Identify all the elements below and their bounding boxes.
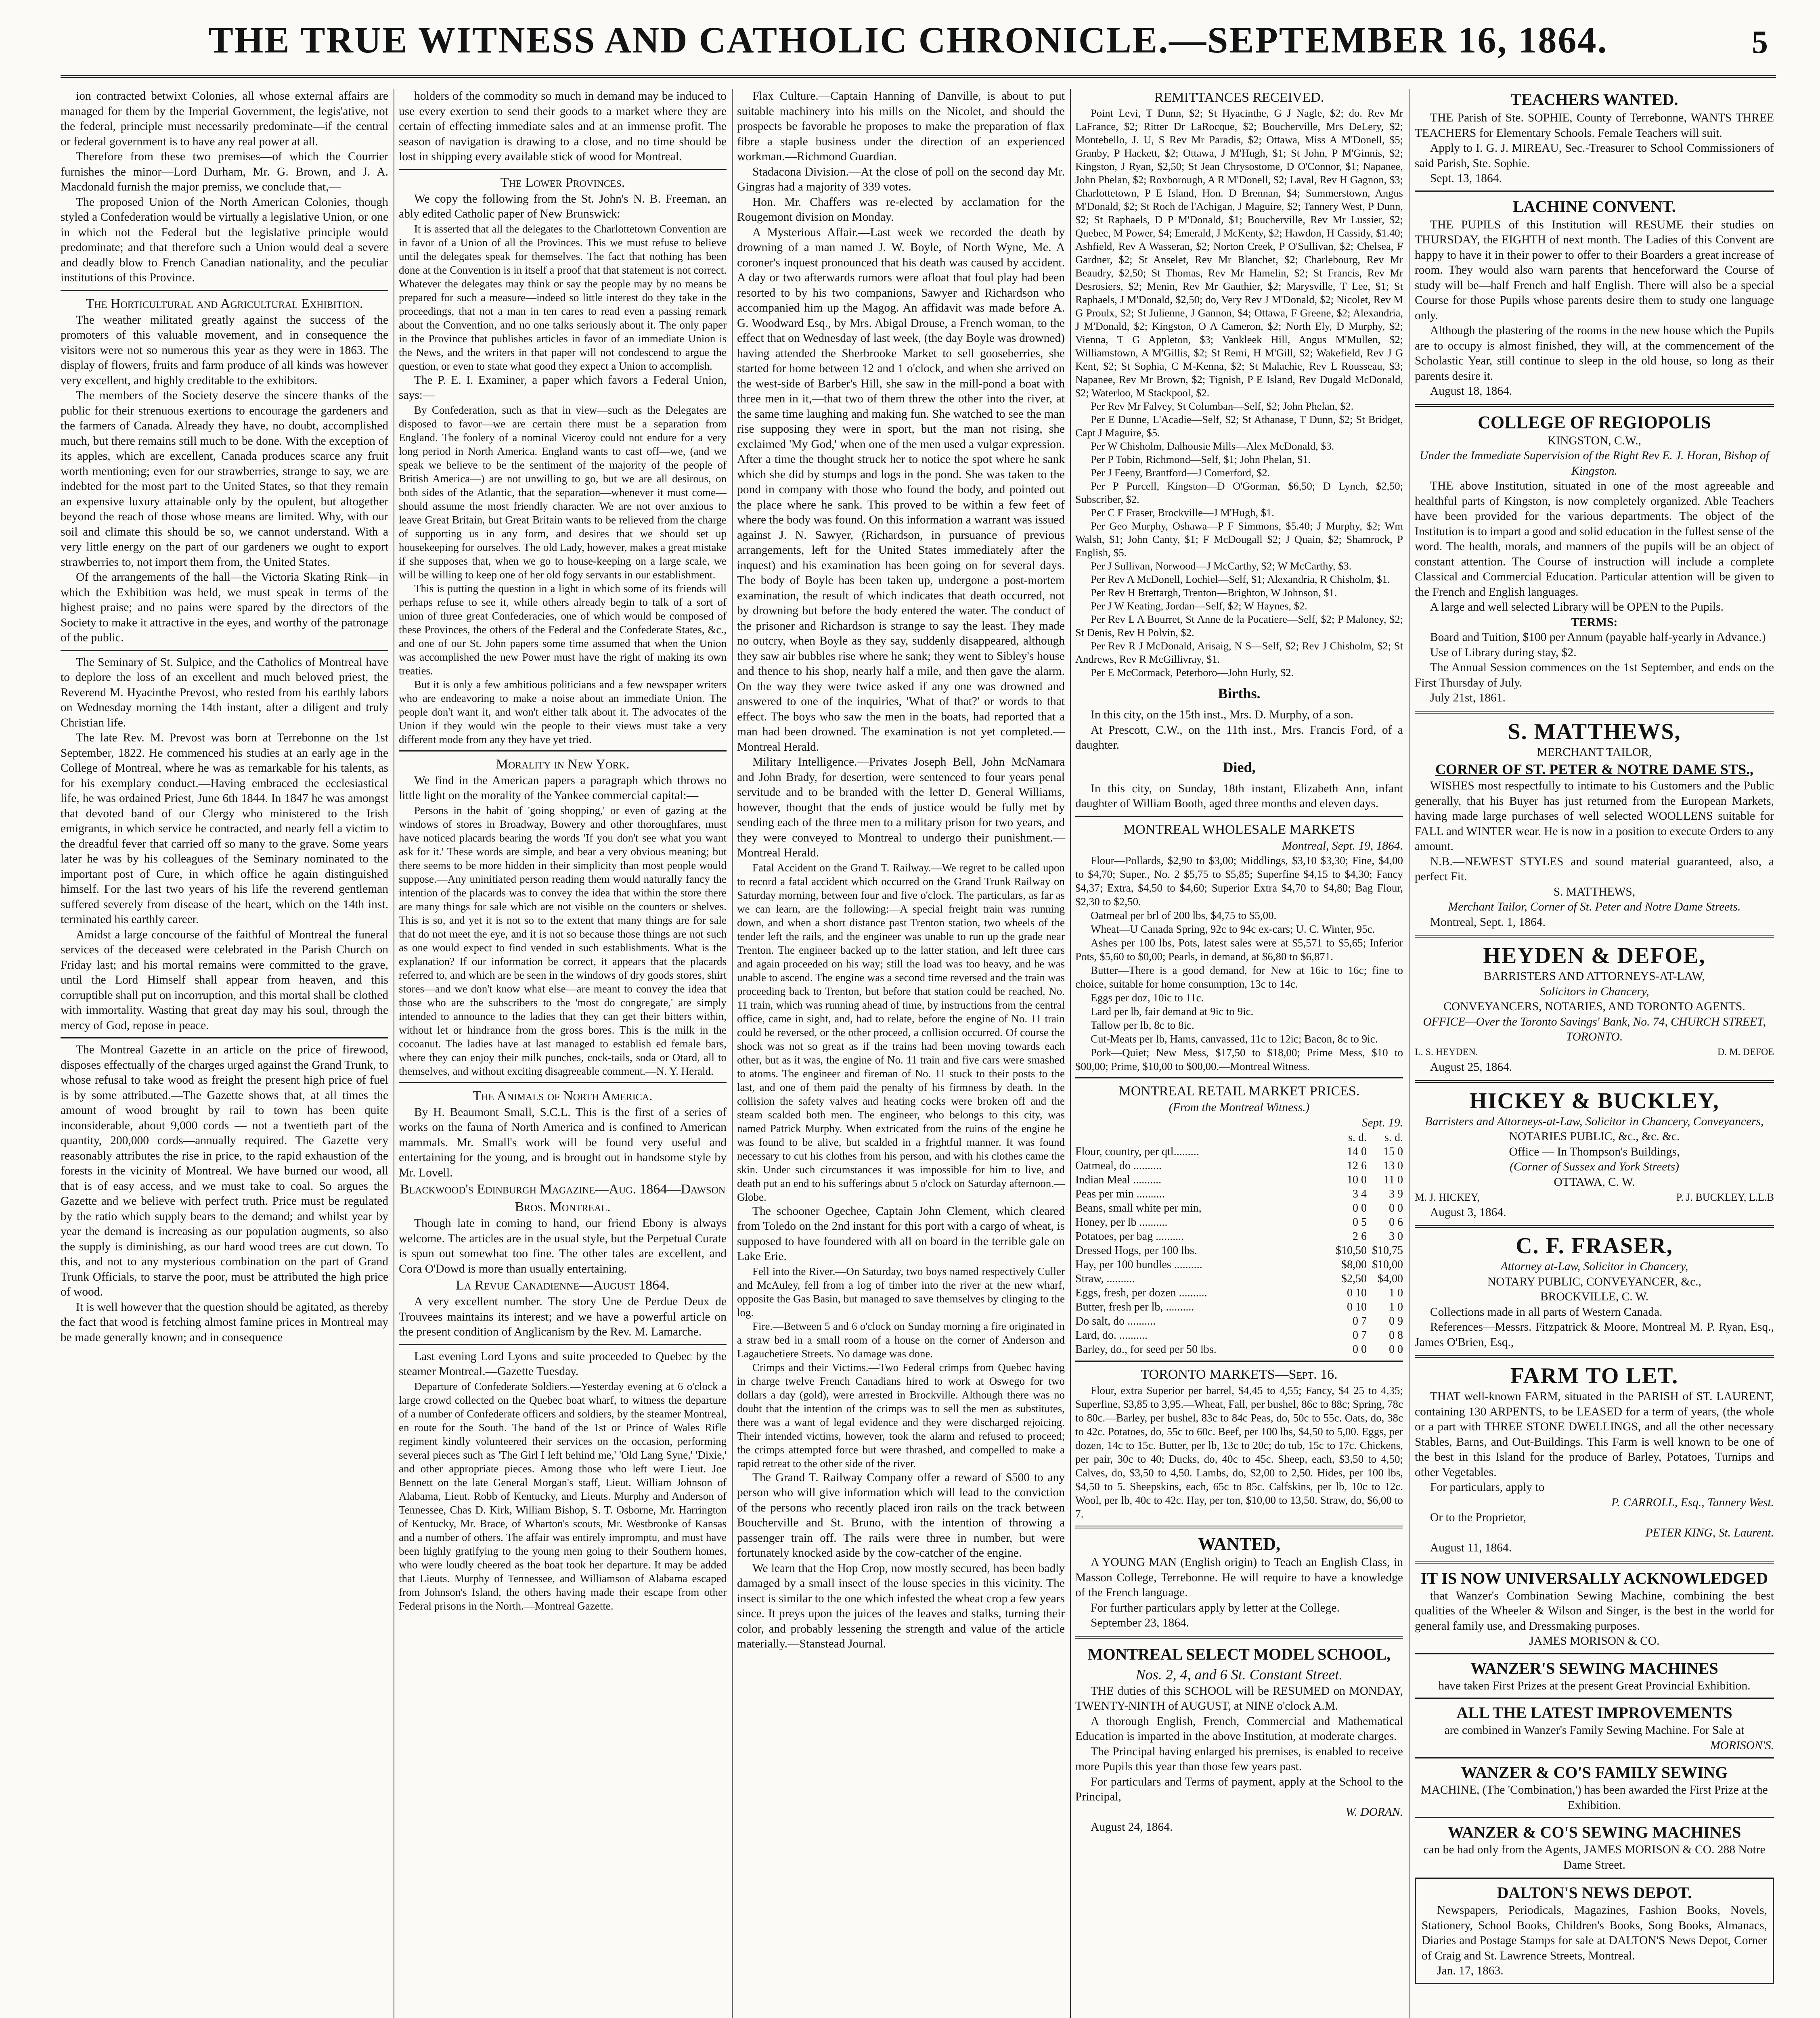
ad-heading: S. MATTHEWS, [1508, 719, 1681, 744]
article-paragraph: The P. E. I. Examiner, a paper which favors a Federal Union, says:— [399, 373, 727, 402]
ad-heading: WANZER'S SEWING MACHINES [1470, 1659, 1718, 1677]
page-number: 5 [1752, 25, 1768, 60]
price-cell: 0 6 [1389, 1216, 1403, 1229]
table-row [1075, 1300, 1403, 1314]
quoted-paragraph: But it is only a few ambitious politicians and a few newspaper writers who are endeavoring to make a noise about an immediate Union. The people don't want it, and won't either talk about it. The advocates of the Union if they would win the people to their views must take a very different mode from any they have yet tried. [399, 678, 727, 745]
remittance-entry: Per J Feeny, Brantford—J Comerford, $2. [1091, 467, 1270, 479]
article-paragraph: Therefore from these two premises—of which the Courrier furnishes the minor—Lord Durham, Mr. G. Brown, and J. A. Macdonald furnish the major premiss, we conclude that,— [61, 150, 388, 193]
market-entry: Pork—Quiet; New Mess, $17,50 to $18,00; Prime Mess, $10 to $00,00; Prime, $10,00 to $00,00.—Montreal Witness. [1075, 1047, 1403, 1072]
section-heading: TORONTO MARKETS—Sept. 16. [1141, 1367, 1338, 1382]
ad-heading: ALL THE LATEST IMPROVEMENTS [1456, 1704, 1732, 1722]
quoted-paragraph: Persons in the habit of 'going shopping,' or even of gazing at the windows of stores in Broadway, Bowery and other thoroughfares, must have noticed placards bearing the words 'If you don't see what you want ask for it.' These words are simple, and bear a very obvious meaning; but there seems to be more hidden in their simplicity than most people would suppose.—Any uninitiated person reading them would naturally fancy the intention of the placards was to convey the idea that within the store there are many things for sale which are not visible on the counters or shelves. This is so, and yet it is not so to the extent that many things are for sale that do not meet the eye, and it is not so because those things are not such as one would expect to find vended in such establishments. What is the explanation? If our information be correct, it appears that the placards referred to, and which are be seen in the windows of dry goods stores, shirt stores—and we don't know what else—are meant to convey the idea that those who are the subscribers to the 'most do congregate,' are simply intended to announce to the ladies that they can get their bitters within, without let or hindrance from the gross bores. This is the milk in the cocoanut. The ladies have at last managed to establish ed female bars, where they can enjoy their milk punches, cock-tails, soda or Otard, all to themselves, and without exciting disagreeable comment.—N. Y. Herald. [399, 804, 727, 1077]
article-heading: Blackwood's Edinburgh Magazine—Aug. 1864—Dawson Bros. Montreal. [400, 1182, 726, 1214]
article-heading: The Lower Provinces. [500, 175, 625, 190]
column-divider [732, 89, 733, 2018]
ad-date: August 11, 1864. [1430, 1541, 1512, 1554]
ad-paragraph: THAT well-known FARM, situated in the PARISH of ST. LAURENT, containing 130 ARPENTS, to be LEASED for a term of years, (the whole or a part with THREE STONE DWELLINGS, and all the other necessary Stables, Barns, and Out-Buildings. This Farm is well known to be one of the best in this Island for the produce of Barley, Potatoes, Turnips and other Vegetables. [1415, 1390, 1774, 1479]
article-paragraph: The Grand T. Railway Company offer a reward of $500 to any person who will give information which will lead to the conviction of the persons who recently placed iron rails on the track between Boucherville and St. Bruno, with the intention of throwing a passenger train off. The rails were three in number, but were fortunately knocked aside by the cow-catcher of the engine. [737, 1471, 1065, 1560]
ad-paragraph: THE duties of this SCHOOL will be RESUMED on MONDAY, TWENTY-NINTH of AUGUST, at NINE o'clock A.M. [1075, 1684, 1403, 1712]
column-divider [1409, 89, 1410, 2018]
item-name-cell: Butter, fresh per lb, .......... [1075, 1301, 1194, 1313]
divider [1075, 1077, 1403, 1078]
table-row [1075, 1201, 1403, 1215]
article-paragraph: The Seminary of St. Sulpice, and the Catholics of Montreal have to deplore the loss of an excellent and much beloved priest, the Reverend M. Hyacinthe Prevost, who rested from his earthly labors on Wednesday morning the 14th instant, after a diligent and truly Christian life. [61, 655, 388, 729]
price-cell: 14 0 [1347, 1145, 1367, 1158]
divider [1415, 1698, 1774, 1699]
ad-date: September 23, 1864. [1091, 1616, 1190, 1629]
ad-paragraph: MACHINE, (The 'Combination,') has been awarded the First Prize at the Exhibition. [1421, 1784, 1768, 1812]
price-cell: 15 0 [1383, 1145, 1403, 1158]
article-heading: Morality in New York. [496, 756, 630, 772]
item-name-cell: Honey, per lb .......... [1075, 1216, 1168, 1229]
ad-subheading: Barristers and Attorneys-at-Law, Solicitor in Chancery, Conveyancers, [1425, 1115, 1764, 1128]
price-cell: 3 4 [1353, 1188, 1367, 1200]
article-paragraph: We find in the American papers a paragraph which throws no little light on the morality of the Yankee commercial capital:— [399, 774, 727, 802]
ad-signature: P. J. BUCKLEY, L.L.B [1676, 1191, 1774, 1203]
quoted-paragraph: Crimps and their Victims.—Two Federal crimps from Quebec having in charge twelve French Canadians hired to work at Oswego for two dollars a day (gold), were arrested in Brockville. Although there was no doubt that the intention of the crimps was to sell the men as substitutes, there was a want of legal evidence and they were discharged rejoicing. Their intended victims, however, took the alarm and refused to proceed; the crimps attempted force but were thrashed, and compelled to make a rapid retreat to the other side of the river. [737, 1361, 1065, 1470]
article-paragraph: Of the arrangements of the hall—the Victoria Skating Rink—in which the Exhibition was held, we must speak in terms of the highest praise; and no pains were spared by the directors of the Society to make it attractive in the eyes, and worthy of the patronage of the public. [61, 571, 388, 644]
table-row [1075, 1145, 1403, 1159]
price-cell: 10 0 [1347, 1174, 1367, 1186]
ad-paragraph: Collections made in all parts of Western Canada. [1430, 1305, 1663, 1319]
ad-paragraph: The Annual Session commences on the 1st September, and ends on the First Thursday of July. [1415, 661, 1774, 689]
item-name-cell: Straw, .......... [1075, 1273, 1135, 1285]
quoted-paragraph: Fire.—Between 5 and 6 o'clock on Sunday morning a fire originated in a straw bed in a small room of a house on the corner of Anderson and Lagauchetiere Streets. No damage was done. [737, 1320, 1065, 1360]
section-heading: MONTREAL RETAIL MARKET PRICES. [1118, 1084, 1360, 1099]
masthead [61, 15, 1776, 78]
remittance-list: Point Levi, T Dunn, $2; St Hyacinthe, G J Nagle, $2; do. Rev Mr LaFrance, $2; Ritter Dr LaRocque, $2; Boucherville, Mrs DeLery, $2; Montebello, J. U, S Rev Mr Paradis, $2; Ottawa, Miss A M'Donell, $5; Granby, P Hackett, $2; Ottawa, J M'Hugh, $1; St John, P M'Ginnis, $2; Kingston, J Ryan, $2,50; St Jean Chrysostome, D O'Connor, $1; Napanee, John Phelan, $2; Roxborough, A R M'Donell, $2; Laval, Rev H Gagnon, $3; Charlottetown, P E Island, Hon. D Brennan, $4; Summerstown, Angus M'Donald, $2; St Roch de l'Achigan, J Maguire, $2; Tannery West, P Dunn, $2; St Raphaels, D P M'Donald, $1; Boucherville, Rev Mr Lussier, $2; Quebec, M Power, $4; Emerald, J McKenty, $2; Hawdon, H Cassidy, $1.40; Ashfield, Rev A Wasseran, $2; Norton Creek, P O'Sullivan, $2; Chelsea, F Gardner, $2; St Anselet, Rev Mr Blanchet, $2; Charlebourg, Rev Mr Beaudry, $2,50; St Thomas, Rev Mr Hamelin, $2; St Francis, Rev Mr Desrosiers, $2; Menin, Rev Mr Gauthier, $2; Marysville, T Lee, $1; St Raphaels, J M'Donald, $2,50; do, Very Rev J M'Donald, $2; Nicolet, Rev M G Proulx, $2; St Julienne, J Gannon, $4; Ottawa, F Greene, $2; Alexandria, J M'Donald, $2; Kingston, O A Cameron, $2; North Ely, D Murphy, $2; Vienna, T G Appleton, $3; Vankleek Hill, Angus M'Mullen, $2; Williamstown, A M'Gillis, $2; St Remi, H M'Gill, $2; Wakefield, Rev J G Kent, $2; St Sophia, C M-Kenna, $2; St Malachie, Rev L Rousseau, $3; Napanee, Rev Mr Brown, $2; Tignish, P E Island, Rev Dugald McDonald, $2; Waterloo, M Stackpool, $2. [1075, 107, 1403, 399]
remittance-entry: Per C F Fraser, Brockville—J M'Hugh, $1. [1091, 507, 1274, 519]
ad-subheading: TERMS: [1571, 615, 1618, 629]
price-cell: 0 7 [1353, 1315, 1367, 1327]
article-paragraph: Amidst a large concourse of the faithful of Montreal the funeral services of the deceased were celebrated in the Parish Church on Friday last; and his mortal remains were committed to the grave, until the Lord Himself shall appear from heaven, and this corruptible shall put on incorruption, and this mortal shall be clothed with immortality. Wasting that great day may his soul, through the mercy of God, repose in peace. [61, 928, 388, 1032]
divider [1415, 190, 1774, 192]
ad-subheading: NOTARY PUBLIC, CONVEYANCER, &c., [1487, 1275, 1702, 1288]
remittance-entry: Per P Tobin, Richmond—Self, $1; John Phelan, $1. [1091, 453, 1311, 465]
deaths-heading: Died, [1223, 759, 1256, 775]
market-entry: Wheat—U Canada Spring, 92c to 94c ex-cars; U. C. Winter, 95c. [1091, 923, 1375, 935]
ad-paragraph: N.B.—NEWEST STYLES and sound material guaranteed, also, a perfect Fit. [1415, 855, 1774, 883]
ad-heading: WANZER & CO'S SEWING MACHINES [1447, 1823, 1741, 1841]
newspaper-title: THE TRUE WITNESS AND CATHOLIC CHRONICLE.—SEPTEMBER 16, 1864. [208, 19, 1608, 61]
quoted-paragraph: Departure of Confederate Soldiers.—Yesterday evening at 6 o'clock a large crowd collected on the Quebec boat wharf, to witness the departure of a number of Confederate officers and soldiers, by the steamer Montreal, en route for the South. The band of the 1st or Prince of Wales Rifle regiment kindly volunteered their services on the occasion, performing several pieces such as 'The Girl I left behind me,' 'Old Lang Syne,' 'Dixie,' and other appropriate pieces. Among those who left were Lieut. Joe Bennett on the late General Morgan's staff, Lieut. William Johnson of Alabama, Lieut. Robb of Kentucky, and Lieuts. Murphy and Anderson of Tennessee, Chas D. Kirk, William Bishop, S. T. Osborne, Mr. Harrington of Kentucky, Mr. Brace, of Wharton's scouts, Mr. Westbrooke of Kansas and a number of others. The affair was entirely impromptu, and must have been highly gratifying to the young men going to their Southern homes, who were loudly cheered as the boat took her departure. It may be added that Lieuts. Murphy of Tennessee, and Williamson of Alabama escaped from Johnson's Island, the others having made their escape from other Federal prisons in the North.—Montreal Gazette. [399, 1380, 727, 1612]
ad-subheading: Nos. 2, 4, and 6 St. Constant Street. [1135, 1666, 1343, 1683]
price-cell: 3 0 [1389, 1230, 1403, 1243]
table-row [1075, 1243, 1403, 1258]
table-row [1075, 1159, 1403, 1173]
market-entry: Flour—Pollards, $2,90 to $3,00; Middlings, $3,10 $3,30; Fine, $4,00 to $4,70; Super., No. 2 $5,75 to $5,85; Superfine $4,15 to $4,30; Fancy $4,37; Extra, $4,50 to $4,60; Superior Extra $4,70 to $4,80; Bag Flour, $2,30 to $2,50. [1075, 854, 1403, 908]
ad-paragraph: Board and Tuition, $100 per Annum (payable half-yearly in Advance.) [1430, 631, 1766, 644]
ad-heading: WANTED, [1198, 1534, 1281, 1554]
ad-subheading: CONVEYANCERS, NOTARIES, AND TORONTO AGENTS. [1443, 1000, 1745, 1013]
quoted-paragraph: Fell into the River.—On Saturday, two boys named respectively Culler and McAuley, fell from a log of timber into the river at the new wharf, opposite the Gas Basin, but managed to save themselves by clinging to the log. [737, 1265, 1065, 1319]
ad-heading: MONTREAL SELECT MODEL SCHOOL, [1087, 1645, 1391, 1663]
table-row [1075, 1286, 1403, 1300]
divider [399, 169, 727, 170]
divider [1075, 1636, 1403, 1639]
item-name-cell: Peas per min .......... [1075, 1188, 1165, 1200]
ad-date: Sept. 13, 1864. [1430, 172, 1502, 185]
ad-heading: FARM TO LET. [1510, 1363, 1679, 1388]
article-paragraph: The members of the Society deserve the sincere thanks of the public for their strenuous exertions to encourage the gardeners and the farmers of Canada. Already they have, no doubt, accomplished much, but there remains still much to be done. With the exception of its apples, which are excellent, Canada produces scarce any fruit worth mentioning; even for our strawberries, strange to say, we are indebted for the most part to the United States, so that they remain an expensive luxury attainable only by the opulent, but altogether beyond the reach of those whose means are limited. Why, with our soil and climate this should be so, we cannot understand. With a very little energy on the part of our gardeners we ought to export strawberries to, not import them from, the United States. [61, 389, 388, 569]
ad-heading: DALTON'S NEWS DEPOT. [1497, 1884, 1692, 1902]
article-paragraph: The Montreal Gazette in an article on the price of firewood, disposes effectually of the charges urged against the Grand Trunk, to whose refusal to take wood as freight the present high price of fuel is by some attributed.—The Gazette shows that, at all times the amount of wood brought by rail to town has been quite inconsiderable, about 9,000 cords — not a twentieth part of the quantity, 200,000 cords—annually required. The Gazette very reasonably attributes the rise in price, to the rapid exhaustion of the forests in the vicinity of Montreal. We have burned our wood, all that is of easy access, and we must take to coal. So argues the Gazette and we believe with perfect truth. Price must be regulated by the ratio which supply bears to the demand; and whilst year by year the demand is increasing as our population augments, so also the supply is diminishing, as our hard wood trees are cut down. To this, and not to any mysterious combination on the part of Grand Trunk Officials, to starve the poor, must be attributed the high price of wood. [61, 1043, 388, 1298]
remittance-entry: Per Rev L A Bourret, St Anne de la Pocatiere—Self, $2; P Maloney, $2; St Denis, Rev H Polvin, $2. [1075, 613, 1403, 638]
divider [1075, 1526, 1403, 1528]
quoted-paragraph: By Confederation, such as that in view—such as the Delegates are disposed to favor—we are certain there must be a separation from England. The foolery of a nominal Viceroy could not endure for a very long period in North America. England wants to cast off—we, (and we speak we believe to be the sentiment of the majority of the people of British America—) are not unwilling to go, but we are all desirous, on both sides of the Atlantic, that the separation—whenever it must come—should assume the most friendly character. We are not over anxious to leave Great Britain, but Great Britain wants to be relieved from the charge of supporting us in any form, and desires that we should set up housekeeping for ourselves. The old Lady, however, makes a great mistake if she supposes that, when we go to house-keeping on a large scale, we will be willing to keep one of her old fogy servants in our establishment. [399, 404, 727, 581]
ad-subheading: BROCKVILLE, C. W. [1540, 1290, 1648, 1303]
ad-paragraph: have taken First Prizes at the present Great Provincial Exhibition. [1438, 1679, 1751, 1692]
remittance-entry: Per Rev H Brettargh, Trenton—Brighton, W Johnson, $1. [1091, 586, 1337, 599]
ad-signature: JAMES MORISON & CO. [1529, 1635, 1660, 1647]
market-entry: Butter—There is a good demand, for New at 16ic to 16c; fine to choice, suitable for home consumption, 13c to 14c. [1075, 964, 1403, 990]
table-row [1075, 1229, 1403, 1243]
quoted-paragraph: It is asserted that all the delegates to the Charlottetown Convention are in favor of a Union of all the Provinces. This we must refuse to believe until the delegates speak for themselves. The fact that nothing has been done at the Convention is in itself a proof that that statement is not correct. Whatever the delegates may think or say the people may by no means be prepared for such a measure—indeed so little interest do they take in the proceedings, that not a man in ten cares to read even a passing remark about the Convention, and no one talks seriously about it. The only paper in the Province that publishes articles in favor of an immediate Union is the News, and the writers in that paper will not condescend to argue the question, or even to state what good they expect a Union to accomplish. [399, 222, 727, 372]
ad-subheading: OTTAWA, C. W. [1554, 1175, 1635, 1189]
divider [1415, 1653, 1774, 1654]
divider [1415, 1757, 1774, 1758]
column-header: s. d. [1348, 1131, 1367, 1144]
article-paragraph: Last evening Lord Lyons and suite proceeded to Quebec by the steamer Montreal.—Gazette Tuesday. [399, 1350, 727, 1378]
price-cell: 0 8 [1389, 1329, 1403, 1342]
column-2 [399, 89, 727, 2018]
article-paragraph: The weather militated greatly against the success of the promoters of this valuable movement, and in consequence the visitors were not so numerous this year as they were in 1863. The display of flowers, fruits and farm produce of all kinds was however very excellent, and highly creditable to the exhibitors. [61, 313, 388, 387]
item-name-cell: Potatoes, per bag .......... [1075, 1230, 1184, 1243]
ad-heading: WANZER & CO'S FAMILY SEWING [1461, 1763, 1728, 1781]
ad-signature: P. CARROLL, Esq., Tannery West. [1611, 1496, 1774, 1509]
article-paragraph: It is well however that the question should be agitated, as thereby the fact that wood is fetching almost famine prices in Montreal may be made generally known; and in consequence [61, 1300, 388, 1344]
ad-subheading: CORNER OF ST. PETER & NOTRE DAME STS., [1435, 761, 1754, 777]
section-subheading: (From the Montreal Witness.) [1169, 1101, 1310, 1114]
price-cell: 0 9 [1389, 1315, 1403, 1327]
price-cell: 0 7 [1353, 1329, 1367, 1342]
price-cell: $10,50 [1336, 1244, 1367, 1257]
table-row [1075, 1342, 1403, 1356]
price-cell: 0 0 [1353, 1343, 1367, 1356]
ad-paragraph: Newspapers, Periodicals, Magazines, Fashion Books, Novels, Stationery, School Books, Children's Books, Song Books, Almanacs, Diaries and Postage Stamps for sale at DALTON'S News Depot, Corner of Craig and St. Lawrence Streets, Montreal. [1422, 1904, 1767, 1962]
article-paragraph: holders of the commodity so much in demand may be induced to use every exertion to send their goods to a market where they are certain of effecting immediate sales and at an immense profit. The season of navigation is drawing to a close, and no time should be lost in shipping every available stick of wood for Montreal. [399, 90, 727, 163]
remittance-entry: Per J W Keating, Jordan—Self, $2; W Haynes, $2. [1091, 600, 1307, 612]
price-cell: $10,75 [1372, 1244, 1403, 1257]
divider [1415, 1561, 1774, 1564]
article-paragraph: Flax Culture.—Captain Hanning of Danville, is about to put suitable machinery into his mills on the Nicolet, and should the prospects be favorable he proposes to make the preparation of flax fibre a staple business under the direction of an experienced workman.—Richmond Guardian. [737, 90, 1065, 163]
market-entry: Eggs per doz, 10ic to 11c. [1091, 992, 1204, 1004]
notice-paragraph: In this city, on Sunday, 18th instant, Elizabeth Ann, infant daughter of William Booth, aged three months and eleven days. [1075, 782, 1403, 810]
divider [61, 650, 388, 651]
ad-signature: L. S. HEYDEN. [1415, 1047, 1478, 1057]
table-row [1075, 1187, 1403, 1201]
market-entry: Lard per lb, fair demand at 9ic to 9ic. [1091, 1005, 1254, 1017]
market-entry: Flour, extra Superior per barrel, $4,45 to 4,55; Fancy, $4 25 to 4,35; Superfine, $3,85 to 3,95.—Wheat, Fall, per bushel, 86c to 88c; Spring, 78c to 80c.—Barley, per bushel, 83c to 84c Peas, do, 50c to 55c. Oats, do, 38c to 42c. Potatoes, do, 55c to 60c. Beef, per 100 lbs, $4,50 to 5,00. Eggs, per dozen, 14c to 15c. Butter, per lb, 13c to 20c; do tub, 15c to 17c. Chickens, per pair, 30c to 40; Ducks, do, 40c to 45c. Sheep, each, $3,50 to 4,50; Calves, do, $3,50 to 4,50. Lambs, do, $2,00 to 2,50. Hides, per 100 lbs, $4,50 to 5. Sheepskins, each, 65c to 85c. Calfskins, per lb, 10c to 12c. Wool, per lb, 40c to 42c. Hay, per ton, $10,00 to 13,50. Straw, do, $6,00 to 7. [1075, 1384, 1403, 1520]
price-cell: 0 0 [1389, 1202, 1403, 1214]
ad-paragraph: A YOUNG MAN (English origin) to Teach an English Class, in Masson College, Terrebonne. He will require to have a knowledge of the French language. [1075, 1556, 1403, 1599]
ad-paragraph: For further particulars apply by letter at the College. [1091, 1601, 1340, 1614]
price-cell: 2 6 [1353, 1230, 1367, 1243]
ad-subheading: BARRISTERS AND ATTORNEYS-AT-LAW, [1483, 970, 1705, 983]
ad-paragraph: THE above Institution, situated in one of the most agreeable and healthful parts of Kingston, is now completely organized. Able Teachers have been provided for the various departments. The object of the Institution is to impart a good and solid education in the fullest sense of the word. The health, morals, and manners of the pupils will be an object of constant attention. The Course of instruction will include a complete Classical and Commercial Education. Particular attention will be given to the French and English languages. [1415, 479, 1774, 599]
remittance-entry: Per E Dunne, L'Acadie—Self, $2; St Athanase, T Dunn, $2; St Bridget, Capt J Maguire, $5. [1075, 413, 1403, 439]
ad-paragraph: The Principal having enlarged his premises, is enabled to receive more Pupils this year than those few years past. [1075, 1745, 1403, 1773]
remittance-entry: Per J Sullivan, Norwood—J McCarthy, $2; W McCarthy, $3. [1091, 560, 1352, 572]
ad-paragraph: For particulars, apply to [1430, 1481, 1545, 1494]
price-cell: 0 10 [1347, 1301, 1367, 1313]
price-cell: 0 5 [1353, 1216, 1367, 1229]
ad-subheading: NOTARIES PUBLIC, &c., &c. &c. [1509, 1130, 1680, 1143]
table-header-row [1075, 1130, 1403, 1145]
notice-paragraph: In this city, on the 15th inst., Mrs. D. Murphy, of a son. [1091, 708, 1353, 721]
article-paragraph: We copy the following from the St. John's N. B. Freeman, an ably edited Catholic paper of New Brunswick: [399, 192, 727, 220]
divider [1415, 404, 1774, 407]
price-cell: $8,00 [1341, 1258, 1367, 1271]
article-heading: The Animals of North America. [473, 1088, 653, 1103]
ad-paragraph: A large and well selected Library will be OPEN to the Pupils. [1430, 601, 1724, 613]
divider [1415, 1355, 1774, 1358]
remittance-entry: Per Geo Murphy, Oshawa—P F Simmons, $5.40; J Murphy, $2; Wm Walsh, $1; John Canty, $1; F McDougall $2; J Quain, $2; Shamrock, P English, $5. [1075, 520, 1403, 559]
ad-heading: COLLEGE OF REGIOPOLIS [1478, 412, 1711, 432]
section-heading: REMITTANCES RECEIVED. [1154, 90, 1324, 105]
item-name-cell: Beans, small white per min, [1075, 1202, 1202, 1214]
price-cell: 1 0 [1389, 1287, 1403, 1299]
divider [1415, 711, 1774, 714]
dalton-ad-box [1415, 1878, 1774, 1984]
article-paragraph: Military Intelligence.—Privates Joseph Bell, John McNamara and John Brady, for desertion, were sentenced to four years penal servitude and to be branded with the letter D. General Williams, however, thought that the ends of justice would be fully met by sending each of the three men to a military prison for two years, and they were conveyed to Montreal to undergo their punishment.—Montreal Herald. [737, 756, 1065, 859]
divider [399, 750, 727, 752]
item-name-cell: Oatmeal, do .......... [1075, 1160, 1162, 1172]
market-entry: Oatmeal per brl of 200 lbs, $4,75 to $5,00. [1091, 909, 1277, 921]
ad-subheading: KINGSTON, C.W., [1548, 434, 1641, 447]
remittance-entry: Per Rev A McDonell, Lochiel—Self, $1; Alexandria, R Chisholm, $1. [1091, 573, 1390, 585]
article-paragraph: Hon. Mr. Chaffers was re-elected by acclamation for the Rougemont division on Monday. [737, 195, 1065, 224]
divider [1415, 935, 1774, 938]
ad-paragraph: Apply to I. G. J. MIREAU, Sec.-Treasurer to School Commissioners of said Parish, Ste. Sophie. [1415, 142, 1774, 170]
item-name-cell: Barley, do., for seed per 50 lbs. [1075, 1343, 1217, 1356]
table-row [1075, 1258, 1403, 1272]
table-row [1075, 1314, 1403, 1328]
item-name-cell: Flour, country, per qtl......... [1075, 1145, 1199, 1158]
article-heading: La Revue Canadienne—August 1864. [456, 1278, 670, 1293]
item-name-cell: Eggs, fresh, per dozen .......... [1075, 1287, 1207, 1299]
ad-signature: S. MATTHEWS, [1553, 885, 1636, 898]
divider [61, 1037, 388, 1038]
ad-date: August 25, 1864. [1430, 1061, 1512, 1074]
price-cell: $4,00 [1378, 1273, 1403, 1285]
ad-signature-row [1415, 1045, 1774, 1060]
divider [1075, 1361, 1403, 1362]
item-name-cell: Indian Meal .......... [1075, 1174, 1162, 1186]
item-name-cell: Dressed Hogs, per 100 lbs. [1075, 1244, 1197, 1257]
article-paragraph: By H. Beaumont Small, S.C.L. This is the first of a series of works on the fauna of North America and is confined to American mammals. Mr. Small's work will be found very useful and entertaining for the young, and is brought out in handsome style by Mr. Lovell. [399, 1105, 727, 1179]
divider [1075, 816, 1403, 817]
article-paragraph: We learn that the Hop Crop, now mostly secured, has been badly damaged by a small insect of the louse species in this vicinity. The insect is similar to the one which infested the wheat crop a few years since. It preys upon the juices of the leaves and stalks, turning their color, and probably lessening the strength and value of the article materially.—Stanstead Journal. [737, 1562, 1065, 1650]
market-entry: Ashes per 100 lbs, Pots, latest sales were at $5,571 to $5,65; Inferior Pots, $5,60 to $0,00; Pearls, in demand, at $6,80 to $6,871. [1075, 937, 1403, 963]
article-paragraph: A Mysterious Affair.—Last week we recorded the death by drowning of a man named J. W. Boyle, of North Wyne, Me. A coroner's inquest pronounced that his death was caused by accident. A day or two afterwards rumors were afloat that foul play had been resorted to by his two companions, Sawyer and Richardson who accompanied him up the Magog. An affidavit was made before A. G. Woodward Esq., by Mrs. Abigal Drouse, a French woman, to the effect that on Wednesday of last week, (the day Boyle was drowned) having attended the Sherbrooke Market to sell gooseberries, she started for home between 12 and 1 o'clock, and when she arrived on the west-side of Barber's Hill, she saw in the mill-pond a boat with three men in it,—that two of them threw the other into the river, at the same time laughing and making fun. She watched to see the man rise supposing they were in sport, but the man not rising, she exclaimed 'My God,' when one of the men used a vulgar expression. After a time the thought struck her to notice the spot where he sank which she did by stumps and logs in the pond. She was taken to the pond in company with those who found the body, and pointed out the place where he sank. This proved to be within a few feet of where the body was found. On this information a warrant was issued against J. N. Sawyer, (Richardson, in pursuance of previous arrangements, left for the United States immediately after the inquest) and his examination has been going on for several days. The body of Boyle has been taken up, undergone a post-mortem examination, the result of which indicates that death occurred, not by drowning but before the body entered the water. The conduct of the prisoner and Richardson is strange to say the least. They made no outcry, when Boyle as they say, suddenly disappeared, although they saw air bubbles rise where he sank; they went to Sibley's house and thence to his shop, nearly half a mile, and then gave the alarm. On the way they were twice asked if any one was drowned and answered to one of the inquiries, 'What of that?' or words to that effect. The boys who saw the men in the boats, had reported that a man had been drowned. The examination is not yet completed.—Montreal Herald. [737, 226, 1065, 754]
ad-paragraph: that Wanzer's Combination Sewing Machine, combining the best qualities of the Wheeler & Wilson and Singer, is the best in the world for general family use, and Dressmaking purposes. [1415, 1589, 1774, 1633]
ad-signature: PETER KING, St. Laurent. [1645, 1526, 1774, 1539]
remittance-entry: Per W Chisholm, Dalhousie Mills—Alex McDonald, $3. [1091, 440, 1334, 452]
dateline: Montreal, Sept. 19, 1864. [1282, 839, 1403, 852]
ad-date: Jan. 17, 1863. [1437, 1964, 1504, 1977]
article-heading: The Horticultural and Agricultural Exhibition. [86, 296, 363, 311]
price-cell: 0 0 [1353, 1202, 1367, 1214]
price-cell: 12 6 [1347, 1160, 1367, 1172]
ad-paragraph: A thorough English, French, Commercial and Mathematical Education is imparted in the above Institution, at moderate charges. [1075, 1714, 1403, 1743]
ad-heading: TEACHERS WANTED. [1510, 90, 1678, 109]
ad-signature: Merchant Tailor, Corner of St. Peter and Notre Dame Streets. [1448, 900, 1741, 913]
item-name-cell: Hay, per 100 bundles .......... [1075, 1258, 1202, 1271]
item-name-cell: Do salt, do .......... [1075, 1315, 1156, 1327]
ad-heading: LACHINE CONVENT. [1513, 197, 1676, 216]
column-3 [737, 89, 1065, 2018]
column-1 [61, 89, 388, 2018]
ad-heading: HEYDEN & DEFOE, [1483, 943, 1706, 968]
quoted-paragraph: Fatal Accident on the Grand T. Railway.—We regret to be called upon to record a fatal accident which occurred on the Grand Trunk Railway on Saturday morning, between four and five o'clock. The particulars, as far as we can learn, are the following:—A special freight train was running down, and when a short distance past Trenton station, two wheels of the tender left the rails, and the engineer was unable to run up the grade near Trenton. The engineer backed up to the latter station, and left three cars and again proceeded on his way; still the load was too heavy, and he was unable to ascend. The engine was a second time reversed and the train was proceeding back to Trenton, but before that station could be reached, No. 11 train, which was running ahead of time, by instructions from the central office, came in sight, and, had to relate, before the engine of No. 11 train could be reversed, or the other proceed, a collision occurred. Of course the shock was not so great as if the trains had been moving towards each other, but as it was, the engine of No. 11 train and five cars were smashed to atoms. The engineer and fireman of No. 11 stuck to their posts to the last, and one of them paid the penalty of his firmness by death. In the collision the safety valves and heating cocks were broken off and the steam scalded both men. The engineer, who belongs to this city, was named Patrick Murphy. When extricated from the ruins of the engine he was found to be alive, but scalded in a frightful manner. It was found necessary to cut his clothes from his person, and with his clothes came the skin. Under such circumstances it was impossible for him to live, and death put an end to his sufferings about 5 o'clock on Saturday afternoon.—Globe. [737, 861, 1065, 1203]
price-cell: 11 0 [1384, 1174, 1403, 1186]
ad-date: August 18, 1864. [1430, 385, 1512, 398]
market-entry: Cut-Meats per lb, Hams, canvassed, 11c to 12ic; Bacon, 8c to 9ic. [1091, 1033, 1378, 1045]
ad-heading: HICKEY & BUCKLEY, [1469, 1088, 1719, 1114]
ad-date: August 3, 1864. [1430, 1206, 1506, 1219]
ad-subheading: Under the Immediate Supervision of the Right Rev E. J. Horan, Bishop of Kingston. [1420, 449, 1769, 477]
ad-heading: IT IS NOW UNIVERSALLY ACKNOWLEDGED [1420, 1569, 1768, 1587]
article-paragraph: Stadacona Division.—At the close of poll on the second day Mr. Gingras had a majority of 339 votes. [737, 165, 1065, 193]
column-4 [1075, 89, 1403, 2018]
ad-paragraph: For particulars and Terms of payment, apply at the School to the Principal, [1075, 1775, 1403, 1803]
article-paragraph: The late Rev. M. Prevost was born at Terrebonne on the 1st September, 1822. He commenced his studies at an early age in the College of Montreal, where he was as remarkable for his talents, as for his exemplary conduct.—Having embraced the ecclesiastical life, he was ordained Priest, June 6th 1844. In 1847 he was amongst that devoted band of our Clergy who ministered to the Irish emigrants, in which service he contracted, and nearly fell a victim to the dreadful fever that carried off so many to the grave. Some years later he was by his colleagues of the Seminary nominated to the important post of Cure, in which office he again distinguished himself. For the last two years of his life the reverend gentleman suffered severely from disease of the heart, which on the 14th inst. terminated his earthly career. [61, 731, 388, 926]
ad-paragraph: THE Parish of Ste. SOPHIE, County of Terrebonne, WANTS THREE TEACHERS for Elementary Schools. Female Teachers will suit. [1415, 111, 1774, 140]
ad-signature: D. M. DEFOE [1717, 1047, 1774, 1057]
price-cell: 1 0 [1389, 1301, 1403, 1313]
item-name-cell: Lard, do. .......... [1075, 1329, 1148, 1342]
ad-subheading: MERCHANT TAILOR, [1537, 745, 1652, 759]
ad-paragraph: Use of Library during stay, $2. [1430, 646, 1577, 659]
section-heading: MONTREAL WHOLESALE MARKETS [1123, 822, 1355, 837]
price-cell: 3 9 [1389, 1188, 1403, 1200]
ad-subheading: Attorney at-Law, Solicitor in Chancery, [1500, 1260, 1688, 1273]
price-cell: 13 0 [1383, 1160, 1403, 1172]
article-paragraph: ion contracted betwixt Colonies, all whose external affairs are managed for them by the Imperial Government, the legis'ative, not the federal, principle must necessarily predominate—if the central or federal government is to have any real power at all. [61, 90, 388, 148]
ad-paragraph: Although the plastering of the rooms in the new house which the Pupils are to occupy is almost finished, they will, at the commencement of the Scholastic Year, still continue to sleep in the old house, so long as their parents desire it. [1415, 324, 1774, 383]
article-paragraph: Though late in coming to hand, our friend Ebony is always welcome. The articles are in the usual style, but the Perpetual Curate is spun out somewhat too fine. The other tales are excellent, and Cora O'Dowd is more than usually entertaining. [399, 1217, 727, 1275]
ad-signature: W. DORAN. [1345, 1805, 1403, 1819]
column-5 [1415, 89, 1774, 2018]
table-row [1075, 1272, 1403, 1286]
article-paragraph: A very excellent number. The story Une de Perdue Deux de Trouvees maintains its interest; and we have a powerful article on the present condition of Anglicanism by the Rev. M. Lamarche. [399, 1295, 727, 1338]
column-divider [1070, 89, 1071, 2018]
remittance-entry: Per Rev R J McDonald, Arisaig, N S—Self, $2; Rev J Chisholm, $2; St Andrews, Rev R McGillivray, $1. [1075, 640, 1403, 665]
price-cell: $10,00 [1372, 1258, 1403, 1271]
table-row [1075, 1215, 1403, 1229]
ad-heading: C. F. FRASER, [1516, 1233, 1673, 1258]
divider [1415, 1817, 1774, 1818]
births-heading: Births. [1218, 685, 1261, 701]
ad-paragraph: Or to the Proprietor, [1430, 1511, 1527, 1524]
remittance-entry: Per E McCormack, Peterboro—John Hurly, $2. [1091, 666, 1294, 678]
ad-subheading: (Corner of Sussex and York Streets) [1510, 1160, 1679, 1173]
column-header: s. d. [1384, 1131, 1403, 1144]
article-paragraph: The schooner Ogechee, Captain John Clement, which cleared from Toledo on the 2nd instant for this port with a cargo of wheat, is supposed to have foundered with all on board in the terrible gale on Lake Erie. [737, 1204, 1065, 1263]
divider [1415, 1080, 1774, 1083]
ad-date: Montreal, Sept. 1, 1864. [1430, 915, 1546, 929]
ad-paragraph: References—Messrs. Fitzpatrick & Moore, Montreal M. P. Ryan, Esq., James O'Brien, Esq., [1415, 1321, 1774, 1349]
article-paragraph: The proposed Union of the North American Colonies, though styled a Confederation would be virtually a legislative Union, or one in which not the Federal but the legislative principle would predominate; and that therefore such a Union would deal a severe and deadly blow to French Canadian nationality, and the peculiar institutions of this Province. [61, 195, 388, 284]
table-row [1075, 1173, 1403, 1187]
ad-date: August 24, 1864. [1091, 1821, 1173, 1834]
ad-date: July 21st, 1861. [1430, 691, 1506, 704]
ad-subheading: Office — In Thompson's Buildings, [1509, 1145, 1680, 1158]
ad-paragraph: WISHES most respectfully to intimate to his Customers and the Public generally, that his Buyer has just returned from the European Markets, having made large purchases of well selected WOOLLENS suitable for FALL and WINTER wear. He is now in a position to execute Orders to any amount. [1415, 779, 1774, 853]
ad-paragraph: OFFICE—Over the Toronto Savings' Bank, No. 74, CHURCH STREET, TORONTO. [1423, 1015, 1766, 1043]
table-row [1075, 1328, 1403, 1342]
divider [399, 1082, 727, 1083]
ad-signature: M. J. HICKEY, [1415, 1191, 1480, 1203]
notice-paragraph: At Prescott, C.W., on the 11th inst., Mrs. Francis Ford, of a daughter. [1075, 723, 1403, 752]
ad-paragraph: can be had only from the Agents, JAMES MORISON & CO. 288 Notre Dame Street. [1423, 1843, 1766, 1871]
divider [61, 290, 388, 291]
ad-subheading: Solicitors in Chancery, [1539, 985, 1649, 998]
retail-price-table [1075, 1130, 1403, 1356]
ad-signature: MORISON'S. [1710, 1739, 1774, 1752]
price-cell: 0 10 [1347, 1287, 1367, 1299]
remittance-entry: Per P Purcell, Kingston—D O'Gorman, $6,50; D Lynch, $2,50; Subscriber, $2. [1075, 480, 1403, 505]
market-entry: Tallow per lb, 8c to 8ic. [1091, 1019, 1194, 1031]
ad-paragraph: are combined in Wanzer's Family Sewing Machine. For Sale at [1444, 1724, 1745, 1737]
divider [399, 1344, 727, 1345]
divider [1415, 1225, 1774, 1228]
quoted-paragraph: This is putting the question in a light in which some of its friends will perhaps refuse to see it, while others already begin to talk of a sort of union of three great Confederacies, one of which would be composed of these Provinces, the others of the Federal and the Confederate States, &c., and one of our St. John papers some time assumed that when the Union was accomplished the new Power must have the right of making its own treaties. [399, 582, 727, 677]
dateline: Sept. 19. [1361, 1116, 1403, 1129]
price-cell: 0 0 [1389, 1343, 1403, 1356]
ad-paragraph: THE PUPILS of this Institution will RESUME their studies on THURSDAY, the EIGHTH of next month. The Ladies of this Convent are happy to have it in their power to offer to their Boarders a great increase of room. They would also warn parents that henceforward the Course of study will be—half French and half English. There will also be a special Course for those Pupils whose parents desire them to study one language only. [1415, 218, 1774, 322]
ad-signature-row [1415, 1190, 1774, 1205]
price-cell: $2,50 [1341, 1273, 1367, 1285]
remittance-entry: Per Rev Mr Falvey, St Columban—Self, $2; John Phelan, $2. [1091, 400, 1354, 412]
